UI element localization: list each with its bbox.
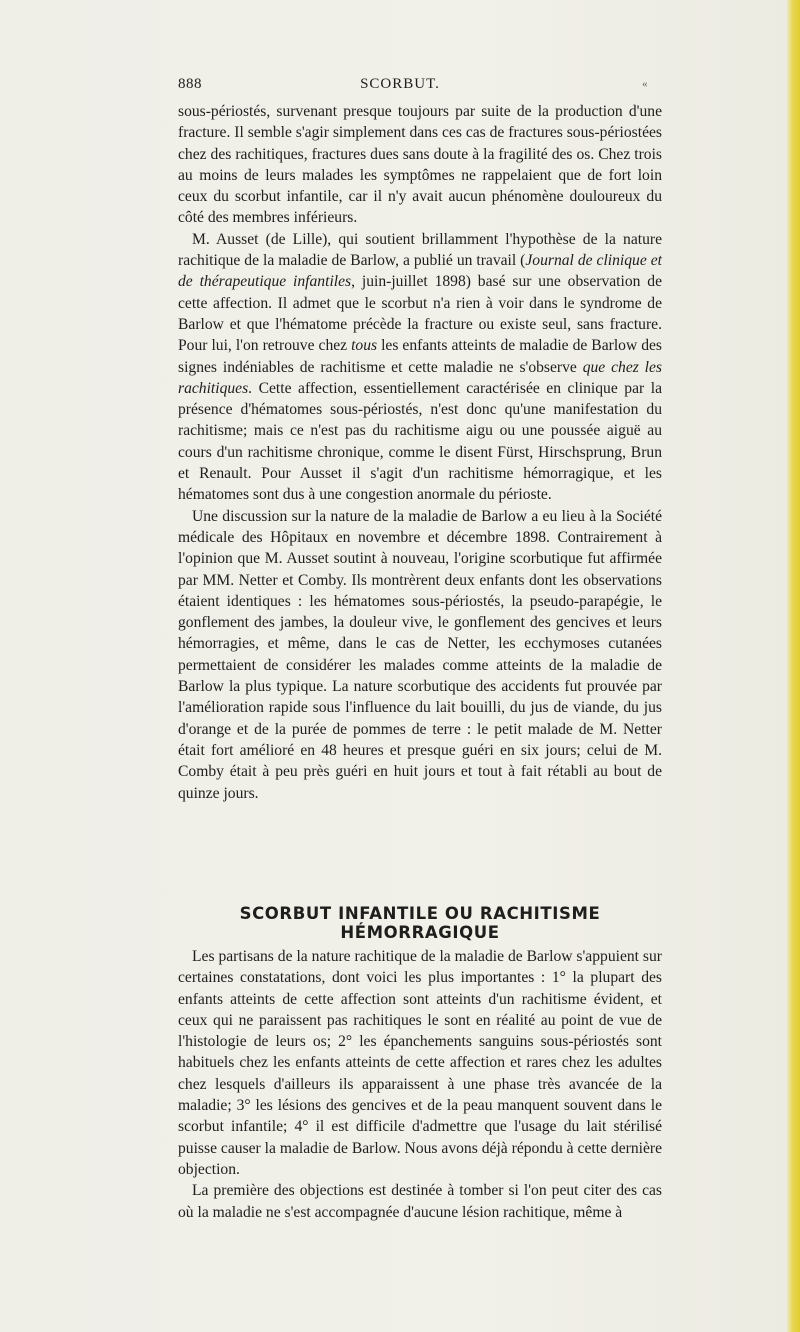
italic-text: tous <box>351 337 378 355</box>
paragraph <box>178 506 662 804</box>
margin-mark: « <box>642 78 648 90</box>
text-run: Les partisans de la nature rachitique de la maladie de Barlow s'appuient sur certaines constatations, dont voici les plus importantes : 1° la plupart des enfants atteints de cette affection sont atteints d'un rachitisme évident, et ceux qui ne paraissent pas rachitiques le sont en réalité au point de vue de l'histologie de leurs os; 2° les épanchements sanguins sous-périostés sont habituels chez les enfants atteints de cette affection et rares chez les adultes chez lesquels d'ailleurs ils apparaissent à une phase très avancée de la maladie; 3° les lésions des gencives et de la peau manquent souvent dans le scorbut infantile; 4° il est difficile d'admettre que l'usage du lait stérilisé puisse causer la maladie de Barlow. Nous avons déjà répondu à cette dernière objection. <box>178 948 662 1178</box>
text-run: les enfants atteints de maladie de Barlow des signes indéniables de rachitisme et cette maladie ne s'observe <box>178 337 663 376</box>
section-heading: SCORBUT INFANTILE OU RACHITISME HÉMORRAGIQUE <box>239 904 601 942</box>
text-run: Une discussion sur la nature de la maladie de Barlow a eu lieu à la Société médicale des Hôpitaux en novembre et décembre 1898. Contrairement à l'opinion que M. Ausset soutint à nouveau, l'origine scorbutique fut affirmée par MM. Netter et Comby. Ils montrèrent deux enfants dont les observations étaient identiques : les hématomes sous-périostés, la pseudo-parapégie, le gonflement des jambes, la douleur vive, le gonflement des gencives et leurs hémorragies, et même, dans le cas de Netter, les ecchymoses cutanées permettaient de considérer les malades comme atteints de la maladie de Barlow la plus typique. La nature scorbutique des accidents fut prouvée par l'amélioration rapide sous l'influence du lait bouilli, du jus de viande, du jus d'orange et de la purée de pommes de terre : le petit malade de M. Netter était fort amélioré en 48 heures et presque guéri en six jours; celui de M. Comby était à peu près guéri en huit jours et tout à fait rétabli au bout de quinze jours. <box>178 507 662 802</box>
text-run: , juin-juillet 1898) basé sur une observation de cette affection. Il admet que le scorbut n'a rien à voir dans le syndrome de Barlow et que l'hématome précède la fracture ou existe seul, sans fracture. Pour lui, l'on retrouve chez <box>178 273 663 355</box>
body-text-section-1 <box>178 101 662 804</box>
paragraph <box>178 229 662 506</box>
page-edge-shadow <box>786 0 800 1332</box>
italic-text: que chez les rachitiques <box>178 358 663 397</box>
paragraph <box>178 101 662 229</box>
text-run: M. Ausset (de Lille), qui soutient brillamment l'hypothèse de la nature rachitique de la maladie de Barlow, a publié un travail ( <box>178 230 662 270</box>
text-run: La première des objections est destinée à tomber si l'on peut citer des cas où la maladie ne s'est accompagnée d'aucune lésion rachitique, même à <box>178 1182 662 1221</box>
page-number: 888 <box>178 76 202 92</box>
text-run: sous-périostés, survenant presque toujours par suite de la production d'une fracture. Il semble s'agir simplement dans ces cas de fractures sous-périostées chez des rachitiques, fractures dues sans doute à la fragilité des os. Chez trois au moins de leurs malades les symptômes ne rappelaient que de fort loin ceux du scorbut infantile, car il n'y avait aucun phénomène douloureux du côté des membres inférieurs. <box>178 103 662 227</box>
body-text-section-2 <box>178 946 662 1223</box>
text-run: . Cette affection, essentiellement caractérisée en clinique par la présence d'hématomes sous-périostés, n'est donc qu'une manifestation du rachitisme; mais ce n'est pas du rachitisme aigu ou une poussée aiguë au cours d'un rachitisme chronique, comme le disent Fürst, Hirschsprung, Brun et Renault. Pour Ausset il s'agit d'un rachitisme hémorragique, et les hématomes sont dus à une congestion anormale du périoste. <box>178 379 662 504</box>
running-title: SCORBUT. <box>360 76 440 92</box>
italic-text: Journal de clinique et de thérapeutique infantiles <box>178 252 662 291</box>
paragraph <box>178 1180 662 1223</box>
paragraph <box>178 946 662 1180</box>
page-header <box>0 76 800 98</box>
